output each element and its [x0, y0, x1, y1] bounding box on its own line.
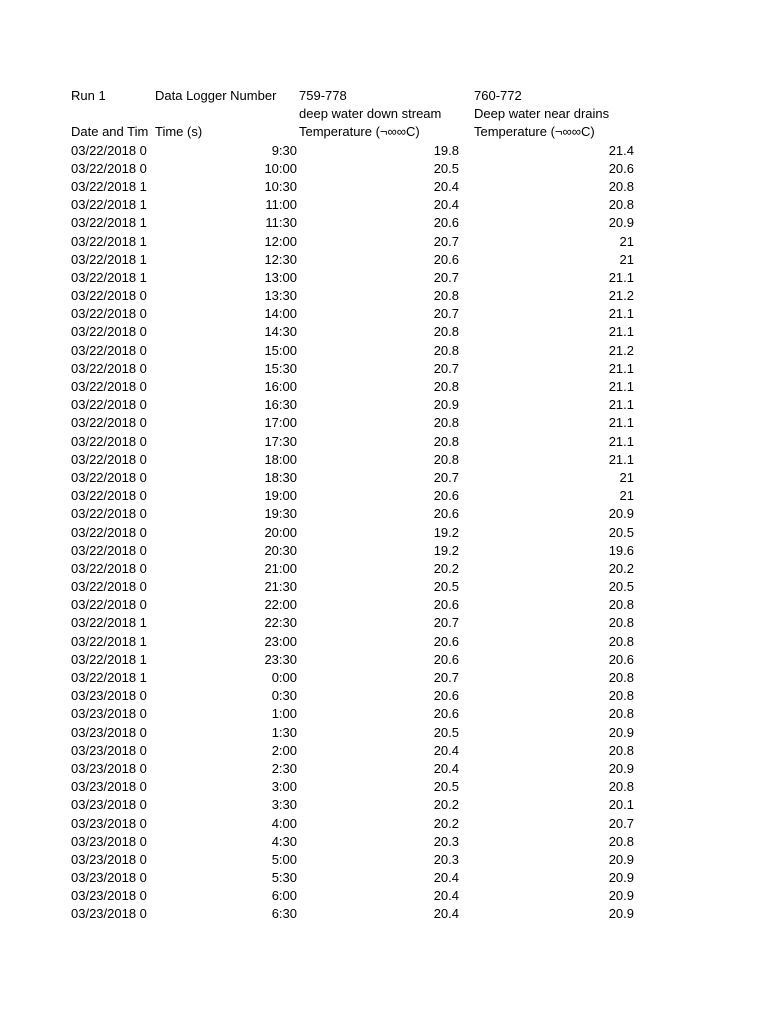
date-cell: 03/23/2018 0 — [71, 779, 147, 795]
time-cell: 21:00 — [264, 560, 297, 576]
data-logger-label: Data Logger Number — [155, 88, 277, 103]
time-cell: 0:30 — [271, 688, 297, 704]
time-cell: 9:30 — [271, 142, 297, 158]
temperature-2-cell: 20.5 — [608, 579, 634, 595]
time-cell: 19:00 — [264, 488, 297, 504]
temperature-2-header: Temperature (¬∞∞C) — [474, 124, 595, 140]
date-column-header: Date and Tim — [71, 124, 149, 140]
temperature-1-cell: 20.4 — [433, 870, 459, 886]
table-row — [71, 414, 651, 432]
time-cell: 19:30 — [264, 506, 297, 522]
date-cell: 03/22/2018 1 — [71, 651, 147, 667]
temperature-1-cell: 20.6 — [433, 488, 459, 504]
temperature-1-cell: 20.8 — [433, 342, 459, 358]
time-cell: 3:00 — [271, 779, 297, 795]
table-row — [71, 214, 651, 232]
temperature-2-cell: 20.8 — [608, 742, 634, 758]
date-cell: 03/23/2018 0 — [71, 760, 147, 776]
time-cell: 14:30 — [264, 324, 297, 340]
date-cell: 03/22/2018 0 — [71, 469, 147, 485]
temperature-1-cell: 20.9 — [433, 397, 459, 413]
date-cell: 03/22/2018 0 — [71, 397, 147, 413]
temperature-2-cell: 21.1 — [608, 306, 634, 322]
date-cell: 03/23/2018 0 — [71, 906, 147, 922]
temperature-1-cell: 20.2 — [433, 797, 459, 813]
date-cell: 03/22/2018 1 — [71, 670, 147, 685]
temperature-2-cell: 21 — [619, 488, 634, 504]
time-cell: 2:30 — [271, 760, 297, 776]
logger-2-number: 760-772 — [474, 88, 522, 103]
table-row — [71, 651, 651, 669]
date-cell: 03/22/2018 1 — [71, 251, 147, 267]
time-cell: 18:00 — [264, 451, 297, 467]
temperature-1-cell: 20.8 — [433, 379, 459, 394]
temperature-1-cell: 20.3 — [433, 833, 459, 849]
time-column-header: Time (s) — [155, 124, 203, 140]
table-row — [71, 742, 651, 760]
time-cell: 17:30 — [264, 433, 297, 449]
time-cell: 10:30 — [264, 178, 297, 194]
table-row — [71, 851, 651, 869]
data-rows — [71, 142, 651, 924]
temperature-2-cell: 20.9 — [608, 888, 634, 904]
temperature-1-cell: 20.7 — [433, 233, 459, 249]
date-cell: 03/23/2018 0 — [71, 888, 147, 904]
temperature-2-cell: 20.8 — [608, 706, 634, 722]
date-cell: 03/22/2018 0 — [71, 342, 147, 358]
temperature-2-cell: 21 — [619, 251, 634, 267]
table-row — [71, 724, 651, 742]
table-row — [71, 524, 651, 542]
table-row — [71, 342, 651, 360]
time-cell: 1:00 — [271, 706, 297, 722]
table-row — [71, 760, 651, 778]
date-cell: 03/23/2018 0 — [71, 724, 147, 740]
temperature-1-cell: 20.5 — [433, 160, 459, 176]
temperature-2-cell: 21.2 — [608, 342, 634, 358]
table-row — [71, 596, 651, 614]
date-cell: 03/22/2018 1 — [71, 233, 147, 249]
temperature-2-cell: 20.9 — [608, 870, 634, 886]
temperature-2-cell: 20.9 — [608, 851, 634, 867]
time-cell: 17:00 — [264, 415, 297, 431]
temperature-2-cell: 21.1 — [608, 433, 634, 449]
temperature-2-cell: 21.1 — [608, 269, 634, 285]
temperature-1-cell: 20.6 — [433, 651, 459, 667]
date-cell: 03/23/2018 0 — [71, 833, 147, 849]
table-row — [71, 233, 651, 251]
time-cell: 16:30 — [264, 397, 297, 413]
logger-1-number: 759-778 — [299, 88, 347, 103]
time-cell: 16:00 — [264, 379, 297, 394]
temperature-2-cell: 20.7 — [608, 815, 634, 831]
temperature-1-cell: 20.2 — [433, 560, 459, 576]
table-row — [71, 669, 651, 687]
temperature-1-cell: 20.4 — [433, 178, 459, 194]
table-row — [71, 887, 651, 905]
temperature-1-cell: 20.6 — [433, 251, 459, 267]
temperature-2-cell: 20.8 — [608, 833, 634, 849]
date-cell: 03/22/2018 0 — [71, 142, 147, 158]
date-cell: 03/22/2018 0 — [71, 579, 147, 595]
time-cell: 14:00 — [264, 306, 297, 322]
temperature-1-cell: 20.8 — [433, 324, 459, 340]
date-cell: 03/22/2018 0 — [71, 560, 147, 576]
temperature-2-cell: 19.6 — [608, 542, 634, 558]
table-row — [71, 469, 651, 487]
table-row — [71, 614, 651, 632]
date-cell: 03/23/2018 0 — [71, 797, 147, 813]
time-cell: 3:30 — [271, 797, 297, 813]
date-cell: 03/22/2018 1 — [71, 633, 147, 649]
date-cell: 03/22/2018 0 — [71, 542, 147, 558]
table-row — [71, 633, 651, 651]
temperature-2-cell: 21.1 — [608, 324, 634, 340]
date-cell: 03/23/2018 0 — [71, 688, 147, 704]
date-cell: 03/22/2018 0 — [71, 451, 147, 467]
temperature-1-cell: 20.7 — [433, 306, 459, 322]
time-cell: 11:00 — [265, 197, 297, 213]
table-row — [71, 178, 651, 196]
temperature-1-cell: 20.5 — [433, 724, 459, 740]
time-cell: 23:00 — [264, 633, 297, 649]
table-row — [71, 251, 651, 269]
temperature-2-cell: 21.1 — [608, 415, 634, 431]
time-cell: 11:30 — [265, 215, 297, 231]
date-cell: 03/22/2018 0 — [71, 324, 147, 340]
temperature-2-cell: 20.8 — [608, 197, 634, 213]
time-cell: 4:30 — [271, 833, 297, 849]
header-row-3 — [71, 123, 651, 141]
table-row — [71, 433, 651, 451]
time-cell: 2:00 — [271, 742, 297, 758]
temperature-2-cell: 20.8 — [608, 670, 634, 685]
temperature-1-cell: 20.7 — [433, 360, 459, 376]
table-row — [71, 542, 651, 560]
table-row — [71, 451, 651, 469]
date-cell: 03/22/2018 0 — [71, 288, 147, 304]
table-row — [71, 160, 651, 178]
table-row — [71, 396, 651, 414]
table-row — [71, 378, 651, 396]
date-cell: 03/23/2018 0 — [71, 815, 147, 831]
temperature-2-cell: 21.1 — [608, 379, 634, 394]
temperature-2-cell: 20.6 — [608, 160, 634, 176]
temperature-2-cell: 20.6 — [608, 651, 634, 667]
logger-1-location: deep water down stream — [299, 106, 442, 122]
temperature-2-cell: 20.9 — [608, 760, 634, 776]
date-cell: 03/22/2018 0 — [71, 524, 147, 540]
header-row-2 — [71, 105, 651, 123]
date-cell: 03/22/2018 1 — [71, 215, 147, 231]
temperature-2-cell: 20.8 — [608, 633, 634, 649]
temperature-2-cell: 21.1 — [608, 360, 634, 376]
temperature-1-cell: 19.2 — [433, 542, 459, 558]
time-cell: 12:00 — [264, 233, 297, 249]
table-row — [71, 687, 651, 705]
temperature-1-cell: 20.4 — [433, 906, 459, 922]
temperature-1-cell: 20.4 — [433, 742, 459, 758]
temperature-1-cell: 20.6 — [433, 506, 459, 522]
date-cell: 03/22/2018 0 — [71, 597, 147, 613]
run-label: Run 1 — [71, 88, 106, 103]
table-row — [71, 305, 651, 323]
temperature-1-cell: 20.5 — [433, 779, 459, 795]
time-cell: 22:00 — [264, 597, 297, 613]
temperature-1-cell: 20.6 — [433, 633, 459, 649]
temperature-1-cell: 20.7 — [433, 469, 459, 485]
temperature-2-cell: 20.8 — [608, 688, 634, 704]
time-cell: 1:30 — [271, 724, 297, 740]
temperature-1-cell: 20.4 — [433, 197, 459, 213]
temperature-2-cell: 20.5 — [608, 524, 634, 540]
table-row — [71, 833, 651, 851]
temperature-2-cell: 21.2 — [608, 288, 634, 304]
temperature-2-cell: 21.1 — [608, 451, 634, 467]
temperature-2-cell: 20.9 — [608, 906, 634, 922]
temperature-1-cell: 20.3 — [433, 851, 459, 867]
temperature-1-cell: 20.2 — [433, 815, 459, 831]
temperature-2-cell: 20.8 — [608, 615, 634, 631]
time-cell: 15:00 — [264, 342, 297, 358]
temperature-2-cell: 20.8 — [608, 178, 634, 194]
time-cell: 21:30 — [264, 579, 297, 595]
date-cell: 03/22/2018 0 — [71, 415, 147, 431]
time-cell: 23:30 — [264, 651, 297, 667]
temperature-2-cell: 20.9 — [608, 215, 634, 231]
time-cell: 20:30 — [264, 542, 297, 558]
date-cell: 03/23/2018 0 — [71, 742, 147, 758]
logger-2-location: Deep water near drains — [474, 106, 610, 122]
time-cell: 12:30 — [264, 251, 297, 267]
temperature-2-cell: 21 — [619, 469, 634, 485]
date-cell: 03/22/2018 1 — [71, 197, 147, 213]
date-cell: 03/22/2018 1 — [71, 615, 147, 631]
time-cell: 5:00 — [271, 851, 297, 867]
temperature-1-cell: 20.6 — [433, 597, 459, 613]
time-cell: 13:30 — [264, 288, 297, 304]
temperature-2-cell: 20.9 — [608, 724, 634, 740]
table-row — [71, 578, 651, 596]
temperature-1-cell: 20.4 — [433, 888, 459, 904]
time-cell: 4:00 — [271, 815, 297, 831]
table-row — [71, 560, 651, 578]
temperature-2-cell: 20.2 — [608, 560, 634, 576]
table-row — [71, 869, 651, 887]
date-cell: 03/22/2018 0 — [71, 433, 147, 449]
temperature-1-cell: 20.4 — [433, 760, 459, 776]
date-cell: 03/22/2018 0 — [71, 360, 147, 376]
temperature-1-cell: 20.8 — [433, 433, 459, 449]
temperature-1-cell: 20.7 — [433, 269, 459, 285]
time-cell: 6:00 — [271, 888, 297, 904]
date-cell: 03/22/2018 1 — [71, 269, 147, 285]
table-row — [71, 142, 651, 160]
date-cell: 03/22/2018 0 — [71, 379, 147, 394]
temperature-1-cell: 20.8 — [433, 451, 459, 467]
temperature-2-cell: 21.1 — [608, 397, 634, 413]
temperature-2-cell: 21 — [619, 233, 634, 249]
temperature-1-cell: 20.7 — [433, 670, 459, 685]
temperature-1-cell: 20.7 — [433, 615, 459, 631]
temperature-1-cell: 19.8 — [433, 142, 459, 158]
temperature-1-cell: 20.8 — [433, 288, 459, 304]
header-row-1 — [71, 87, 651, 105]
table-row — [71, 905, 651, 923]
temperature-1-cell: 20.5 — [433, 579, 459, 595]
table-row — [71, 196, 651, 214]
date-cell: 03/22/2018 0 — [71, 488, 147, 504]
date-cell: 03/22/2018 0 — [71, 306, 147, 322]
spreadsheet — [71, 87, 651, 924]
date-cell: 03/22/2018 0 — [71, 506, 147, 522]
date-cell: 03/23/2018 0 — [71, 870, 147, 886]
time-cell: 10:00 — [264, 160, 297, 176]
temperature-2-cell: 20.8 — [608, 597, 634, 613]
time-cell: 5:30 — [271, 870, 297, 886]
date-cell: 03/22/2018 1 — [71, 178, 147, 194]
temperature-1-cell: 19.2 — [433, 524, 459, 540]
time-cell: 0:00 — [271, 670, 297, 685]
temperature-1-header: Temperature (¬∞∞C) — [299, 124, 420, 140]
table-row — [71, 796, 651, 814]
date-cell: 03/23/2018 0 — [71, 706, 147, 722]
table-row — [71, 505, 651, 523]
time-cell: 13:00 — [264, 269, 297, 285]
table-row — [71, 815, 651, 833]
temperature-2-cell: 20.9 — [608, 506, 634, 522]
time-cell: 22:30 — [264, 615, 297, 631]
time-cell: 15:30 — [264, 360, 297, 376]
table-row — [71, 269, 651, 287]
table-row — [71, 287, 651, 305]
temperature-1-cell: 20.8 — [433, 415, 459, 431]
table-row — [71, 487, 651, 505]
temperature-1-cell: 20.6 — [433, 688, 459, 704]
table-row — [71, 778, 651, 796]
temperature-2-cell: 20.1 — [608, 797, 634, 813]
temperature-2-cell: 20.8 — [608, 779, 634, 795]
date-cell: 03/22/2018 0 — [71, 160, 147, 176]
date-cell: 03/23/2018 0 — [71, 851, 147, 867]
temperature-1-cell: 20.6 — [433, 215, 459, 231]
table-row — [71, 323, 651, 341]
time-cell: 6:30 — [271, 906, 297, 922]
temperature-2-cell: 21.4 — [608, 142, 634, 158]
table-row — [71, 360, 651, 378]
table-row — [71, 705, 651, 723]
time-cell: 18:30 — [264, 469, 297, 485]
time-cell: 20:00 — [264, 524, 297, 540]
temperature-1-cell: 20.6 — [433, 706, 459, 722]
